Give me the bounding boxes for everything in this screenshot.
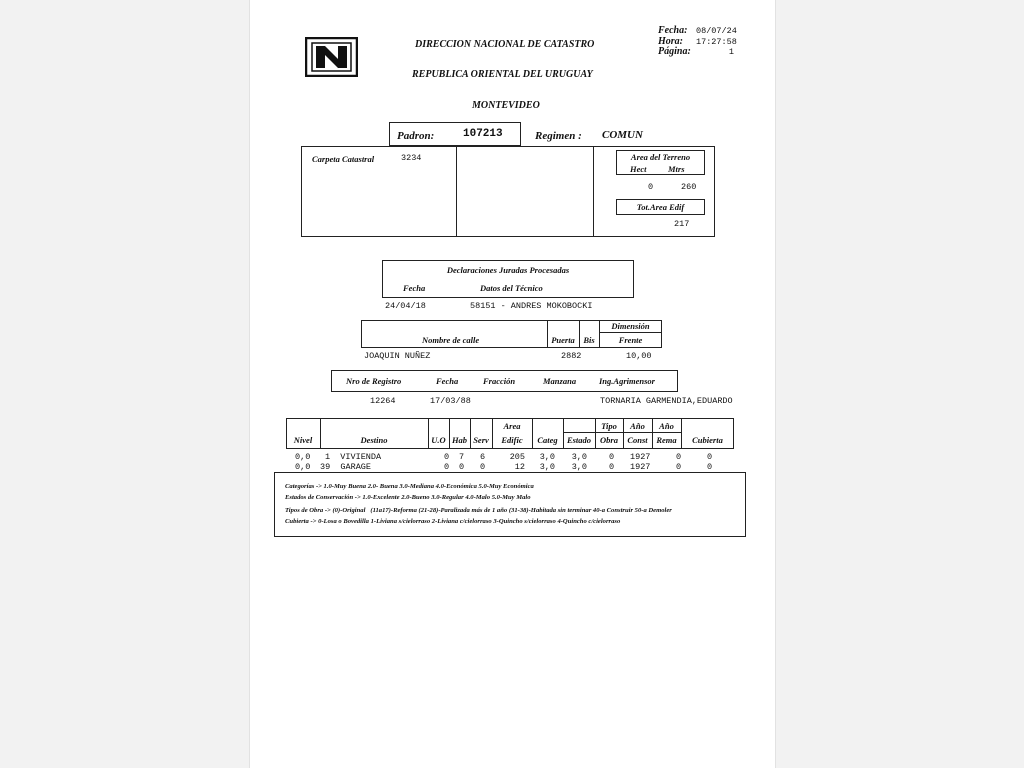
row-area: 205 bbox=[509, 452, 525, 462]
row-estado: 3,0 bbox=[571, 452, 587, 462]
hora-value: 17:27:58 bbox=[696, 37, 737, 47]
row-tipo: 0 bbox=[609, 462, 615, 472]
fecha-value: 08/07/24 bbox=[696, 26, 737, 36]
registro-agrimensor-label: Ing.Agrimensor bbox=[599, 376, 655, 386]
col-ano-rema-header-top: Año bbox=[659, 421, 674, 431]
row-area: 12 bbox=[514, 462, 525, 472]
padron-value: 107213 bbox=[463, 128, 503, 140]
mtrs-value: 260 bbox=[681, 182, 697, 192]
declaraciones-fecha-value: 24/04/18 bbox=[385, 301, 426, 311]
row-hab: 7 bbox=[459, 452, 465, 462]
row-hab: 0 bbox=[459, 462, 465, 472]
row-uo: 0 bbox=[444, 462, 450, 472]
hect-value: 0 bbox=[648, 182, 654, 192]
calle-bis-label: Bis bbox=[583, 335, 595, 345]
calle-nombre-label: Nombre de calle bbox=[422, 335, 480, 345]
row-nivel: 0,0 bbox=[295, 452, 311, 462]
registro-fecha-label: Fecha bbox=[436, 376, 459, 386]
col-ano-const-header-top: Año bbox=[630, 421, 645, 431]
table-row bbox=[250, 452, 775, 462]
col-uo-header: U.O bbox=[431, 435, 446, 445]
row-rema: 0 bbox=[676, 462, 682, 472]
department-name: MONTEVIDEO bbox=[472, 100, 540, 111]
legend-box bbox=[274, 472, 746, 537]
registro-agrimensor-value: TORNARIA GARMENDIA,EDUARDO bbox=[600, 396, 733, 406]
declaraciones-title: Declaraciones Juradas Procesadas bbox=[446, 265, 570, 275]
legend-tipos-obra: Tipos de Obra -> (0)-Original (11a17)-Reforma (21-28)-Paralizada más de 1 año (31-38)-Habitada sin terminar 40-a Construir 50-a Demoler bbox=[285, 507, 672, 514]
registro-fraccion-label: Fracción bbox=[483, 376, 516, 386]
col-cubierta-header: Cubierta bbox=[692, 435, 723, 445]
row-nivel: 0,0 bbox=[295, 462, 311, 472]
row-cubierta: 0 bbox=[707, 452, 713, 462]
calle-dimension-label: Dimensión bbox=[611, 321, 650, 331]
registro-fecha-value: 17/03/88 bbox=[430, 396, 471, 406]
declaraciones-fecha-label: Fecha bbox=[403, 283, 426, 293]
col-hab-header: Hab bbox=[451, 435, 468, 445]
row-const: 1927 bbox=[630, 452, 651, 462]
title-direccion: DIRECCION NACIONAL DE CATASTRO bbox=[415, 39, 595, 50]
row-serv: 0 bbox=[480, 462, 486, 472]
col-area-header-top: Area bbox=[503, 421, 521, 431]
tot-area-label: Tot.Area Edif bbox=[636, 202, 685, 212]
legend-cubierta: Cubierta -> 0-Losa o Bovedilla 1-Liviana s/cielorraso 2-Liviana c/cielorraso 3-Quincho s/cielorraso 4-Quincho c/cielorraso bbox=[285, 518, 621, 525]
calle-puerta-value: 2882 bbox=[561, 351, 582, 361]
carpeta-value: 3234 bbox=[401, 153, 422, 163]
registro-manzana-label: Manzana bbox=[543, 376, 577, 386]
row-tipo: 0 bbox=[609, 452, 615, 462]
regimen-value: COMUN bbox=[602, 129, 643, 141]
calle-nombre-value: JOAQUIN NUÑEZ bbox=[364, 351, 431, 361]
row-cubierta: 0 bbox=[707, 462, 713, 472]
table-row bbox=[250, 462, 775, 472]
row-const: 1927 bbox=[630, 462, 651, 472]
col-area-header-bottom: Edific bbox=[501, 435, 523, 445]
registro-nro-value: 12264 bbox=[370, 396, 396, 406]
title-republica: REPUBLICA ORIENTAL DEL URUGUAY bbox=[412, 69, 593, 80]
row-estado: 3,0 bbox=[571, 462, 587, 472]
col-estado-header: Estado bbox=[566, 435, 592, 445]
carpeta-label: Carpeta Catastral bbox=[312, 154, 375, 164]
row-destino: 1 VIVIENDA bbox=[325, 452, 382, 462]
fecha-label: Fecha: bbox=[658, 25, 688, 36]
hora-label: Hora: bbox=[658, 36, 683, 47]
row-serv: 6 bbox=[480, 452, 486, 462]
area-terreno-label: Area del Terreno bbox=[630, 152, 691, 162]
mtrs-label: Mtrs bbox=[668, 164, 685, 174]
tot-area-value: 217 bbox=[674, 219, 690, 229]
pagina-value: 1 bbox=[728, 47, 734, 57]
col-ano-rema-header-bottom: Rema bbox=[656, 435, 677, 445]
calle-puerta-label: Puerta bbox=[551, 335, 575, 345]
row-categ: 3,0 bbox=[539, 462, 555, 472]
col-nivel-header: Nivel bbox=[293, 435, 313, 445]
col-tipo-header-top: Tipo bbox=[601, 421, 617, 431]
hect-label: Hect bbox=[630, 164, 647, 174]
row-uo: 0 bbox=[444, 452, 450, 462]
col-serv-header: Serv bbox=[473, 435, 489, 445]
declaraciones-tecnico-value: 58151 - ANDRES MOKOBOCKI bbox=[470, 301, 593, 311]
pagina-label: Página: bbox=[658, 46, 691, 57]
col-destino-header: Destino bbox=[360, 435, 388, 445]
calle-frente-value: 10,00 bbox=[626, 351, 652, 361]
row-rema: 0 bbox=[676, 452, 682, 462]
legend-categorias: Categorías -> 1.0-Muy Buena 2.0- Buena 3.0-Mediana 4.0-Económica 5.0-Muy Económica bbox=[285, 483, 534, 490]
registro-nro-label: Nro de Registro bbox=[346, 376, 402, 386]
col-ano-const-header-bottom: Const bbox=[627, 435, 648, 445]
padron-label: Padron: bbox=[397, 130, 435, 142]
legend-estados: Estados de Conservación -> 1.0-Excelente 2.0-Bueno 3.0-Regular 4.0-Malo 5.0-Muy Malo bbox=[285, 494, 531, 501]
calle-frente-label: Frente bbox=[618, 335, 643, 345]
col-tipo-header-bottom: Obra bbox=[600, 435, 618, 445]
row-categ: 3,0 bbox=[539, 452, 555, 462]
catastro-logo-icon bbox=[305, 37, 358, 77]
regimen-label: Regimen : bbox=[535, 130, 582, 142]
document-page bbox=[249, 0, 776, 768]
declaraciones-tecnico-label: Datos del Técnico bbox=[480, 283, 543, 293]
row-destino: 39 GARAGE bbox=[320, 462, 372, 472]
col-categ-header: Categ bbox=[537, 435, 558, 445]
